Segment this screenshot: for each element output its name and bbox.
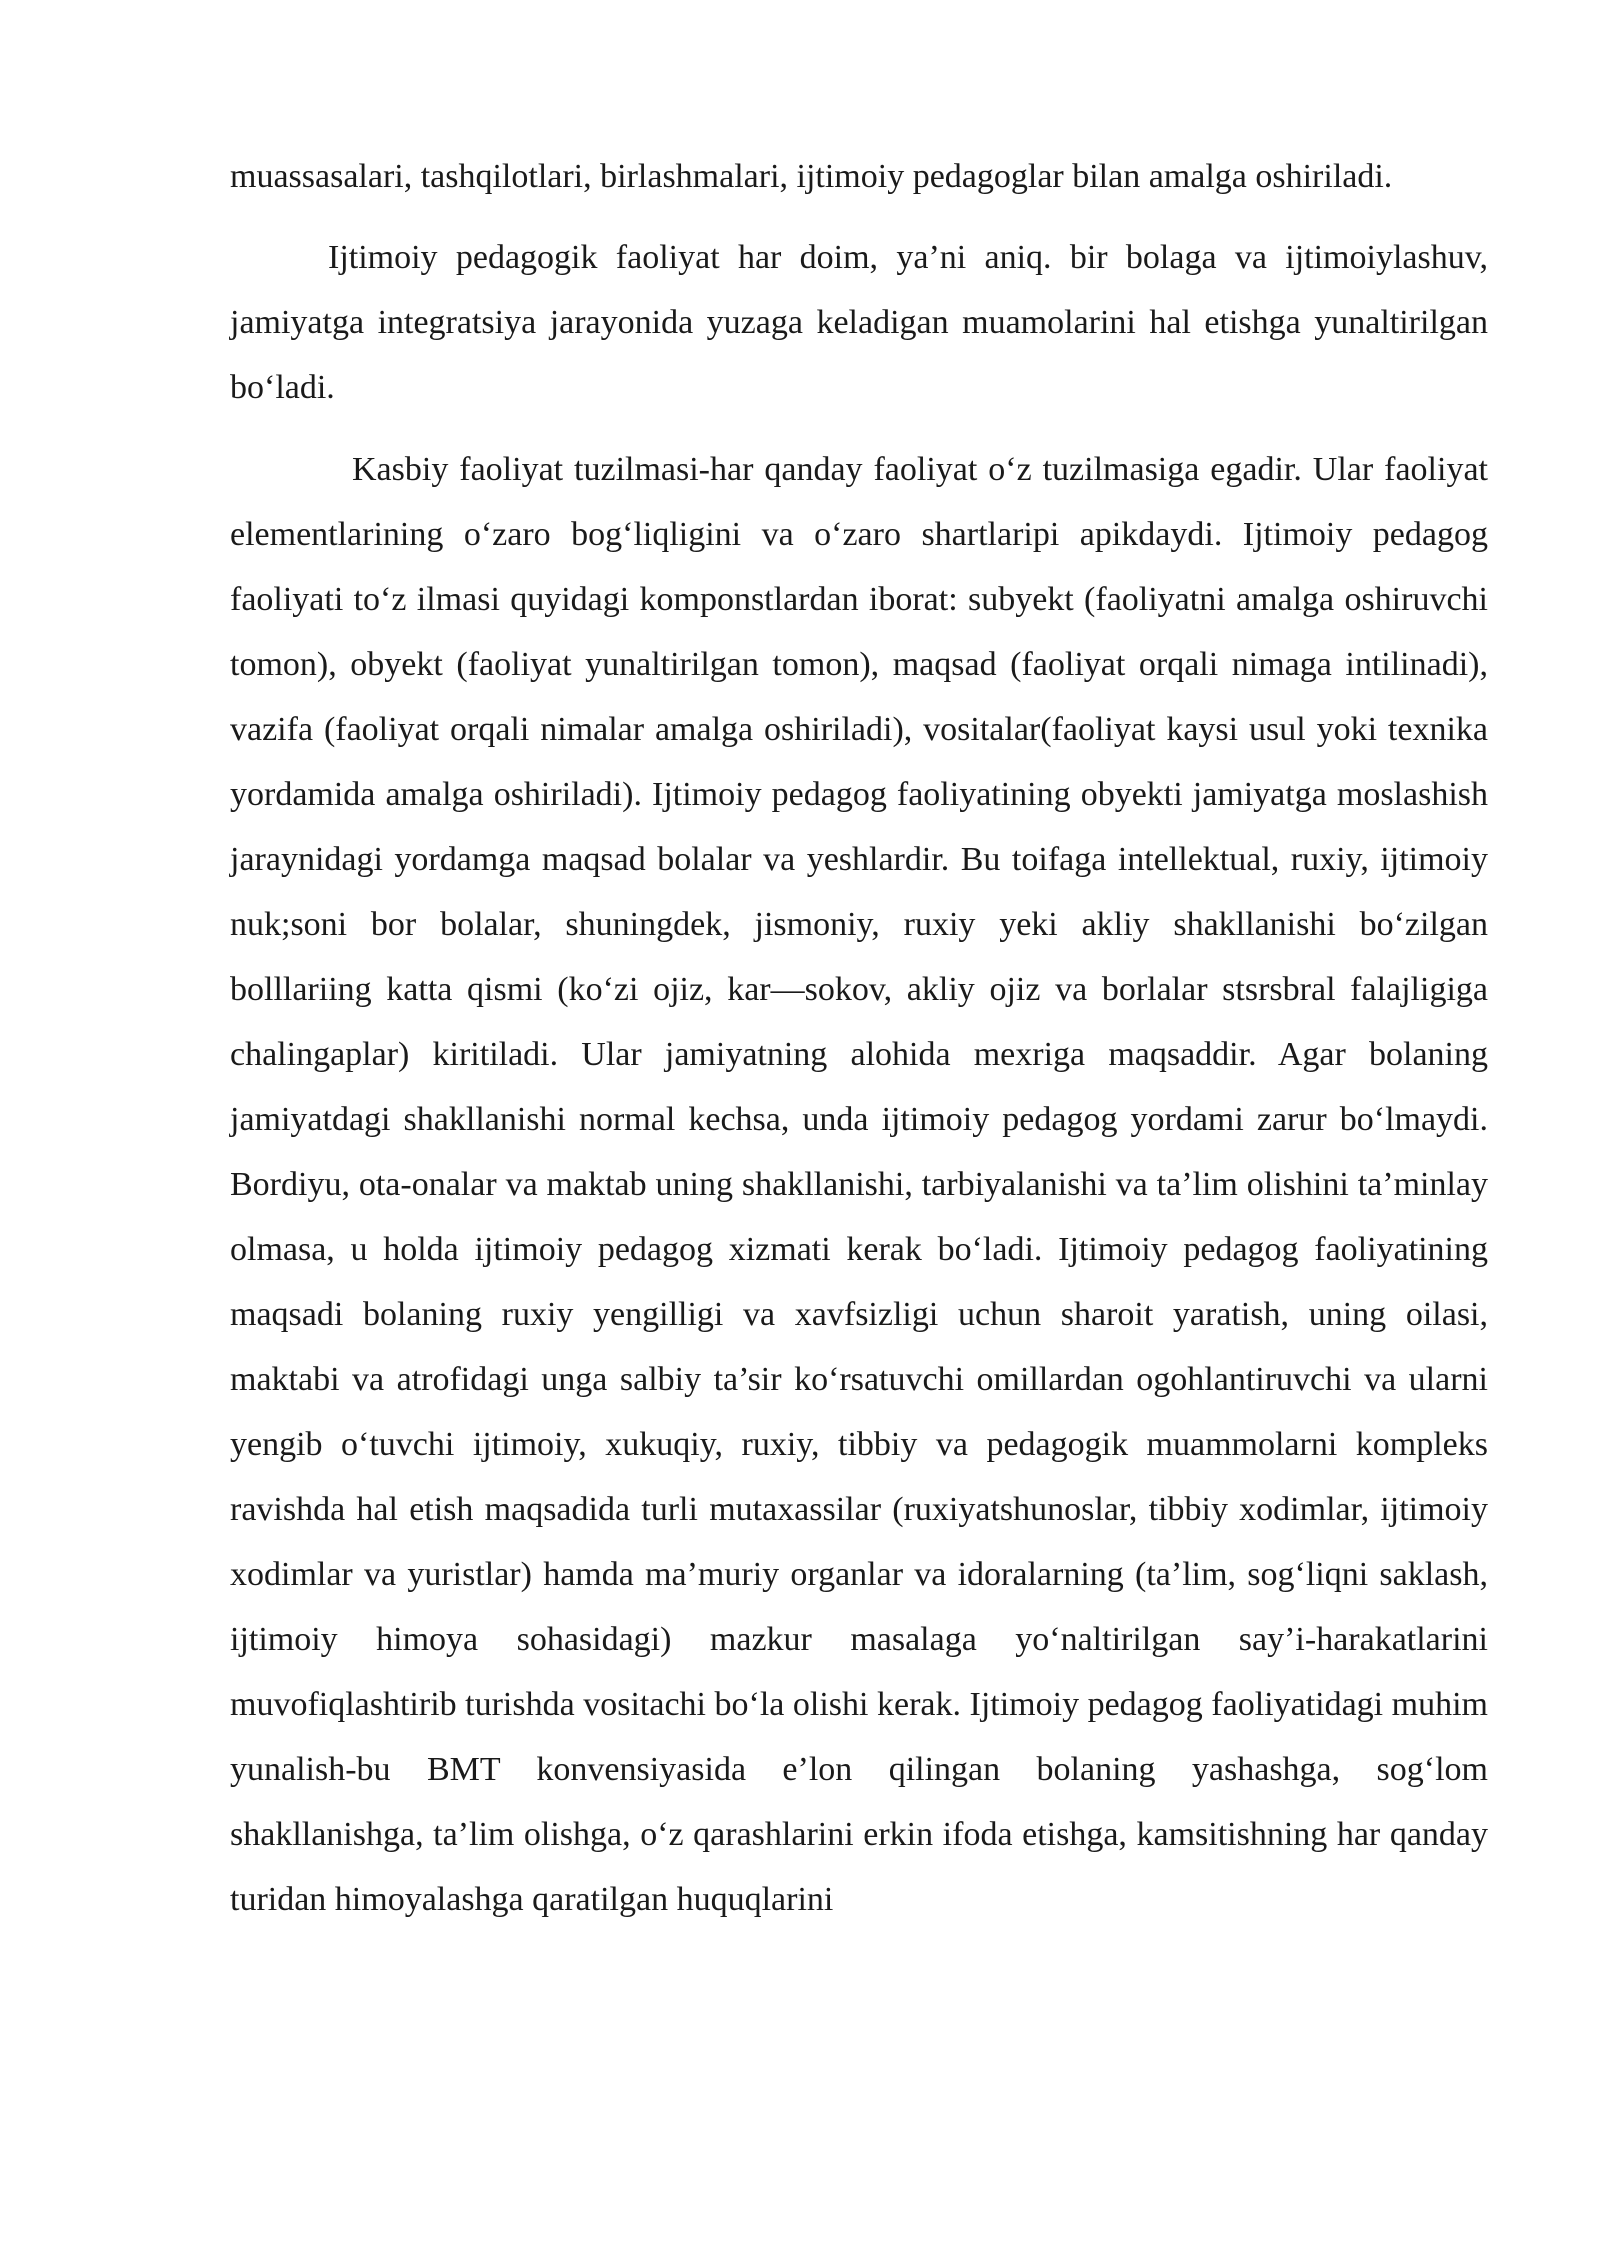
paragraph-continuation: muassasalari, tashqilotlari, birlashmalari, ijtimoiy pedagoglar bilan amalga oshiriladi.: [230, 158, 1393, 195]
paragraph-professional-activity-structure: Kasbiy faoliyat tuzilmasi-har qanday faoliyat o‘z tuzilmasiga egadir. Ular faoliyat elementlarining o‘zaro bog‘liqligini va o‘zaro shartlaripi apikdaydi. Ijtimoiy pedagog faoliyati to‘z ilmasi quyidagi komponstlardan iborat: subyekt (faoliyatni amalga oshiruvchi tomon), obyekt (faoliyat yunaltirilgan tomon), maqsad (faoliyat orqali nimaga intilinadi), vazifa (faoliyat orqali nimalar amalga oshiriladi), vositalar(faoliyat kaysi usul yoki texnika yordamida amalga oshiriladi). Ijtimoiy pedagog faoliyatining obyekti jamiyatga moslashish jaraynidagi yordamga maqsad bolalar va yeshlardir. Bu toifaga intellektual, ruxiy, ijtimoiy nuk;soni bor bolalar, shuningdek, jismoniy, ruxiy yeki akliy shakllanishi bo‘zilgan bolllariing katta qismi (ko‘zi ojiz, kar—sokov, akliy ojiz va borlalar stsrsbral falajligiga chalingaplar) kiritiladi. Ular jamiyatning alohida mexriga maqsaddir. Agar bolaning jamiyatdagi shakllanishi normal kechsa, unda ijtimoiy pedagog yordami zarur bo‘lmaydi. Bordiyu, ota-onalar va maktab uning shakllanishi, tarbiyalanishi va ta’lim olishini ta’minlay olmasa, u holda ijtimoiy pedagog xizmati kerak bo‘ladi. Ijtimoiy pedagog faoliyatining maqsadi bolaning ruxiy yengilligi va xavfsizligi uchun sharoit yaratish, uning oilasi, maktabi va atrofidagi unga salbiy ta’sir ko‘rsatuvchi omillardan ogohlantiruvchi va ularni yengib o‘tuvchi ijtimoiy, xukuqiy, ruxiy, tibbiy va pedagogik muammolarni kompleks ravishda hal etish maqsadida turli mutaxassilar (ruxiyatshunoslar, tibbiy xodimlar, ijtimoiy xodimlar va yuristlar) hamda ma’muriy organlar va idoralarning (ta’lim, sog‘liqni saklash, ijtimoiy himoya sohasidagi) mazkur masalaga yo‘naltirilgan say’i-harakatlarini muvofiqlashtirib turishda vositachi bo‘la olishi kerak. Ijtimoiy pedagog faoliyatidagi muhim yunalish-bu BMT konvensiyasida e’lon qilingan bolaning yashashga, sog‘lom shakllanishga, ta’lim olishga, o‘z qarashlarini erkin ifoda etishga, kamsitishning har qanday turidan himoyalashga qaratilgan huquqlarini: [230, 451, 1488, 1918]
paragraph-social-pedagogical-activity: Ijtimoiy pedagogik faoliyat har doim, ya’ni aniq. bir bolaga va ijtimoiylashuv, jamiyatga integratsiya jarayonida yuzaga keladigan muamolarini hal etishga yunaltirilgan bo‘ladi.: [230, 239, 1488, 406]
document-page: [230, 144, 1488, 1932]
